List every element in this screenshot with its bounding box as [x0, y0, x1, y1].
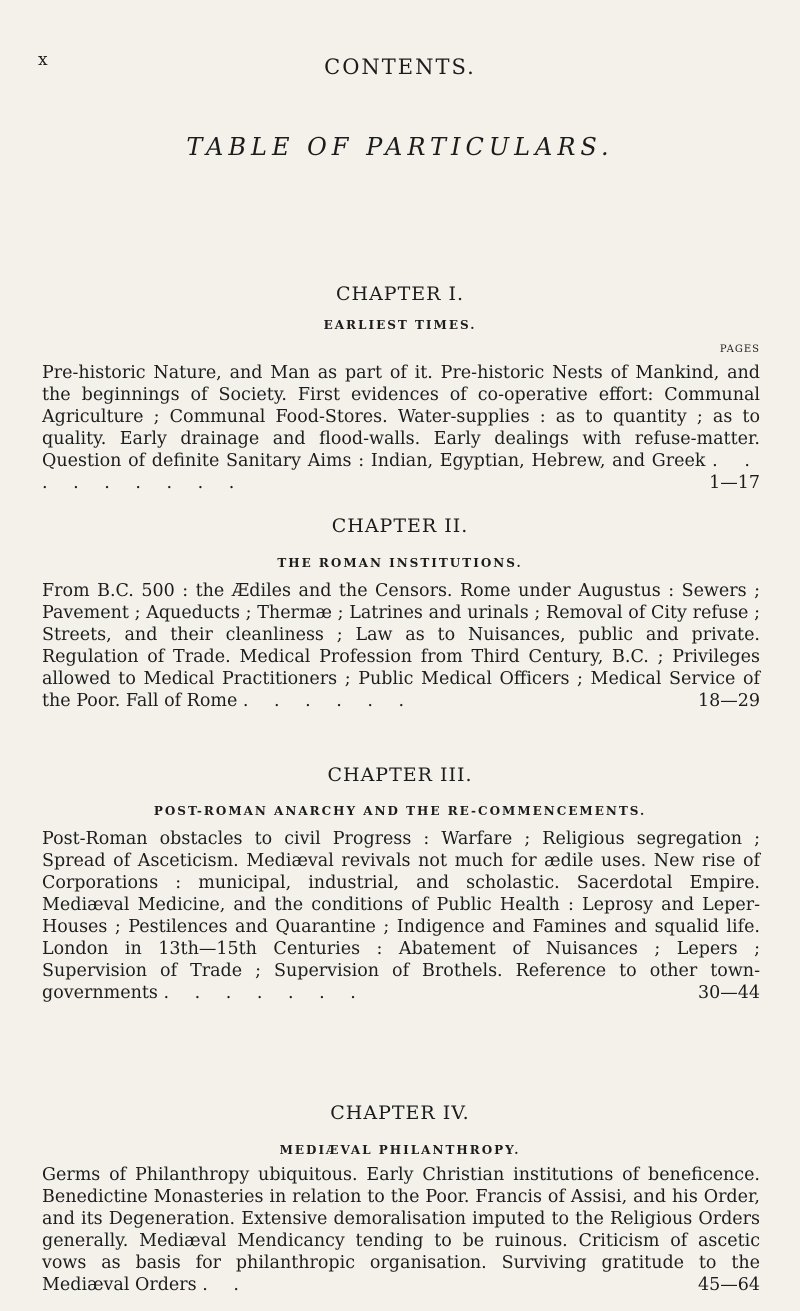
table-title: TABLE OF PARTICULARS.	[186, 133, 614, 161]
page-range: 45—64	[697, 1275, 760, 1295]
chapter-subtitle: POST-ROMAN ANARCHY AND THE RE-COMMENCEMENTS.	[153, 804, 647, 818]
chapter-subtitle: THE ROMAN INSTITUTIONS.	[277, 556, 523, 570]
leader-dots: . . . . . .	[242, 691, 415, 711]
chapter-2-subtitle-wrap	[0, 556, 800, 570]
chapter-heading: CHAPTER II.	[331, 515, 469, 537]
summary-text: Post-Roman obstacles to civil Progress : Warfare ; Religious segregation ; Spread of Asceticism. Mediæval revivals not much for ædile uses. New rise of Corporations : municipal, industrial, and scholastic. Sacerdotal Empire. Mediæval Medicine, and the conditions of Public Health : Leprosy and Leper-Houses ; Pestilences and Quarantine ; Indigence and Famines and squalid life. London in 13th—15th Centuries : Abatement of Nuisances ; Lepers ; Supervision of Trade ; Supervision of Brothels. Reference to other town-governments	[42, 829, 760, 1003]
page-range: 18—29	[697, 691, 760, 711]
running-head	[0, 50, 800, 80]
chapter-summary	[42, 580, 760, 712]
page-range: 30—44	[697, 983, 760, 1003]
summary-text: From B.C. 500 : the Ædiles and the Censors. Rome under Augustus : Sewers ; Pavement ; Aqueducts ; Thermæ ; Latrines and urinals ; Removal of City refuse ; Streets, and their cleanliness ; Law as to Nuisances, public and private. Regulation of Trade. Medical Profession from Third Century, B.C. ; Privileges allowed to Medical Practitioners ; Public Medical Officers ; Medical Service of the Poor. Fall of Rome	[42, 581, 760, 711]
chapter-2	[0, 515, 800, 537]
chapter-summary	[42, 1164, 760, 1296]
chapter-summary	[42, 828, 760, 1004]
chapter-heading: CHAPTER I.	[335, 283, 465, 305]
summary-text: Pre-historic Nature, and Man as part of it. Pre-historic Nests of Mankind, and the beginnings of Society. First evidences of co-operative effort: Communal Agriculture ; Communal Food-Stores. Water-supplies : as to quantity ; as to quality. Early drainage and flood-walls. Early dealings with refuse-matter. Question of definite Sanitary Aims : Indian, Egyptian, Hebrew, and Greek	[42, 363, 760, 471]
chapter-1	[0, 283, 800, 305]
pages-label: PAGES	[719, 344, 760, 355]
leader-dots: . .	[202, 1275, 249, 1295]
chapter-4	[0, 1102, 800, 1124]
chapter-summary	[42, 362, 760, 494]
chapter-1-subtitle-wrap	[0, 318, 800, 332]
summary-text: Germs of Philanthropy ubiquitous. Early Christian institutions of beneficence. Benedictine Monasteries in relation to the Poor. Francis of Assisi, and his Order, and its Degeneration. Extensive demoralisation imputed to the Religious Orders generally. Mediæval Mendicancy tending to be ruinous. Criticism of ascetic vows as basis for philanthropic organisation. Surviving gratitude to the Mediæval Orders	[42, 1165, 760, 1295]
running-head-title: CONTENTS.	[324, 55, 476, 79]
chapter-heading: CHAPTER III.	[327, 764, 473, 786]
chapter-subtitle: MEDIÆVAL PHILANTHROPY.	[279, 1143, 521, 1157]
leader-dots: . . . . . . .	[163, 983, 366, 1003]
leader-dots: . . . . . . . . .	[42, 451, 760, 493]
chapter-4-subtitle-wrap	[0, 1143, 800, 1157]
chapter-3-subtitle-wrap	[0, 804, 800, 818]
page-range: 1—17	[709, 473, 760, 493]
chapter-subtitle: EARLIEST TIMES.	[323, 318, 477, 332]
page-number: x	[38, 50, 49, 70]
chapter-3	[0, 764, 800, 786]
chapter-heading: CHAPTER IV.	[330, 1102, 470, 1124]
